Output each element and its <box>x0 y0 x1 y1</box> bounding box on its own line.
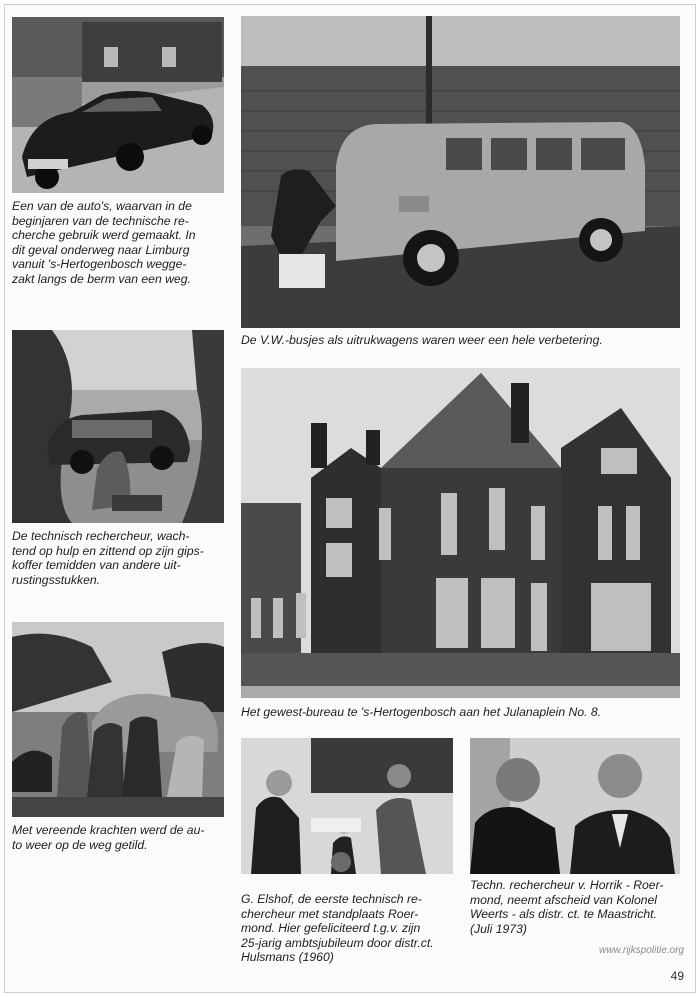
caption-vw-van: De V.W.-busjes als uitrukwagens waren weer een hele verbetering. <box>241 333 603 347</box>
photo-elshof-jubilee <box>241 738 453 874</box>
caption-elshof-jubilee: G. Elshof, de eerste technisch re- chercheur met standplaats Roer- mond. Hier gefeliciteerd t.g.v. zijn 25-jarig ambtsjubileum door distr.ct. Hulsmans (1960) <box>241 892 434 965</box>
photo-pushing-car <box>12 622 224 817</box>
caption-car-roadside: Een van de auto's, waarvan in de beginjaren van de technische re- cherche gebruik werd gemaakt. In dit geval onderweg naar Limburg vanuit 's-Hertogenbosch wegge- zakt langs de berm van een weg. <box>12 199 196 286</box>
photo-detective-waiting <box>12 330 224 523</box>
photo-car-roadside <box>12 17 224 193</box>
caption-office-building: Het gewest-bureau te 's-Hertogenbosch aan het Julanaplein No. 8. <box>241 705 602 719</box>
caption-horrik-farewell: Techn. rechercheur v. Horrik - Roer- mond, neemt afscheid van Kolonel Weerts - als distr. ct. te Maastricht. (Juli 1973) <box>470 878 664 936</box>
caption-pushing-car: Met vereende krachten werd de au- to weer op de weg getild. <box>12 823 205 852</box>
caption-detective-waiting: De technisch rechercheur, wach- tend op hulp en zittend op zijn gips- koffer temidden van andere uit- rustingsstukken. <box>12 529 204 587</box>
watermark: www.rijkspolitie.org <box>598 945 684 956</box>
photo-horrik-farewell <box>470 738 680 874</box>
photo-office-building <box>241 368 680 698</box>
page-number: 49 <box>670 969 684 983</box>
photo-vw-van <box>241 16 680 328</box>
